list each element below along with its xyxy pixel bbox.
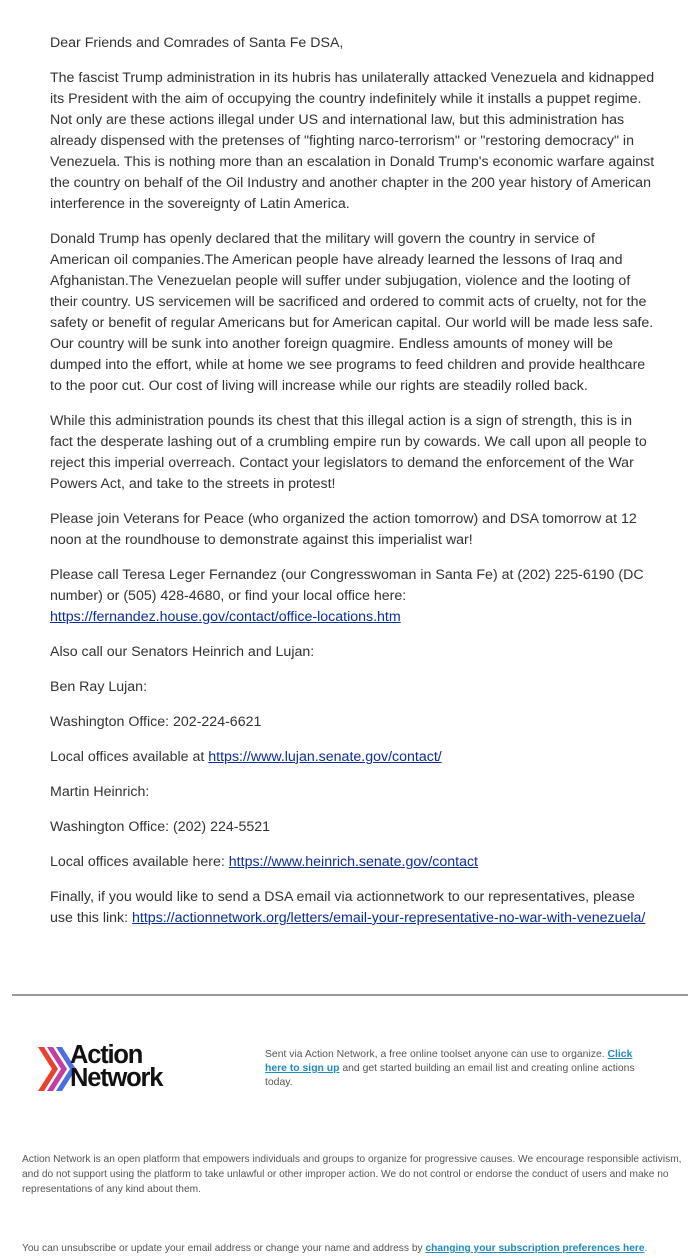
- sent-via-notice: [265, 1048, 635, 1090]
- heinrich-local-text: Local offices available here:: [50, 854, 225, 870]
- signup-link[interactable]: Click here to sign up: [265, 1049, 633, 1074]
- sent-text-2: and get started building an email list and creating online actions today.: [265, 1063, 635, 1088]
- unsub-text: You can unsubscribe or update your email address or change your name and address by: [22, 1243, 423, 1254]
- footer-divider: [12, 994, 688, 996]
- heinrich-local-offices: [50, 852, 655, 873]
- paragraph-senators: Also call our Senators Heinrich and Lujan:: [50, 644, 315, 660]
- heinrich-contact-link[interactable]: https://www.heinrich.senate.gov/contact: [228, 854, 478, 870]
- logo-line-1: Action: [70, 1041, 143, 1069]
- congresswoman-office-link[interactable]: https://fernandez.house.gov/contact/office-locations.htm: [50, 609, 401, 625]
- logo-line-2: Network: [70, 1064, 163, 1092]
- unsub-period: .: [644, 1243, 648, 1254]
- lujan-contact-link[interactable]: https://www.lujan.senate.gov/contact/: [208, 749, 442, 765]
- paragraph-attack: The fascist Trump administration in its hubris has unilaterally attacked Venezuela and kidnapped its President with the aim of occupying the country indefinitely while it installs a puppet regime. Not only are these actions illegal under US and international law, but this administration has already dispensed with the pretenses of "fighting narco-terrorism" or "restoring democracy" in Venezuela. This is nothing more than an escalation in Donald Trump's economic warfare against the country on behalf of the Oil Industry and another chapter in the 200 year history of American interference in the sovereignty of Latin America.: [50, 70, 655, 212]
- lujan-phone: Washington Office: 202-224-6621: [50, 714, 262, 730]
- actionnetwork-letter-link[interactable]: https://actionnetwork.org/letters/email-your-representative-no-war-with-venezuela/: [132, 910, 646, 926]
- logo-wordmark: [70, 1041, 163, 1092]
- platform-disclaimer: Action Network is an open platform that empowers individuals and groups to organize for progressive causes. We encourage responsible activism, and do not support using the platform to take unlawful or other improper action. We do not control or endorse the conduct of users and make no representations of any kind about them.: [22, 1154, 682, 1195]
- lujan-local-offices: [50, 747, 655, 768]
- unsubscribe-notice: [22, 1242, 692, 1256]
- congresswoman-text: Please call Teresa Leger Fernandez (our Congresswoman in Santa Fe) at (202) 225-6190 (DC number) or (505) 428-4680, or find your local office here:: [50, 567, 644, 604]
- paragraph-call-to-action: While this administration pounds its chest that this illegal action is a sign of strength, this is in fact the desperate lashing out of a crumbling empire run by cowards. We call upon all people to reject this imperial overreach. Contact your legislators to demand the enforcement of the War Powers Act, and take to the streets in protest!: [50, 413, 647, 492]
- letter-body: [50, 33, 655, 943]
- heinrich-phone: Washington Office: (202) 224-5521: [50, 819, 271, 835]
- heinrich-name: Martin Heinrich:: [50, 784, 150, 800]
- paragraph-protest: Please join Veterans for Peace (who organized the action tomorrow) and DSA tomorrow at 12 noon at the roundhouse to demonstrate against this imperialist war!: [50, 511, 637, 548]
- paragraph-final: [50, 887, 655, 929]
- lujan-name: Ben Ray Lujan:: [50, 679, 148, 695]
- greeting: Dear Friends and Comrades of Santa Fe DSA,: [50, 35, 344, 51]
- paragraph-congresswoman: [50, 565, 655, 628]
- subscription-preferences-link[interactable]: changing your subscription preferences here: [425, 1243, 645, 1254]
- final-text: Finally, if you would like to send a DSA email via actionnetwork to our representatives, please use this link:: [50, 889, 635, 926]
- sent-text: Sent via Action Network, a free online toolset anyone can use to organize.: [265, 1049, 605, 1060]
- paragraph-military: Donald Trump has openly declared that the military will govern the country in service of American oil companies.The American people have already learned the lessons of Iraq and Afghanistan.The Venezuelan people will suffer under subjugation, violence and the looting of their country. US servicemen will be sacrificed and ordered to commit acts of cruelty, not for the safety or benefit of regular Americans but for American capital. Our world will be made less safe. Our country will be sunk into another foreign quagmire. Endless amounts of money will be dumped into the effort, while at home we see programs to feed children and provide healthcare to the poor cut. Our cost of living will increase while our rights are steadily rolled back.: [50, 231, 654, 394]
- lujan-local-text: Local offices available at: [50, 749, 205, 765]
